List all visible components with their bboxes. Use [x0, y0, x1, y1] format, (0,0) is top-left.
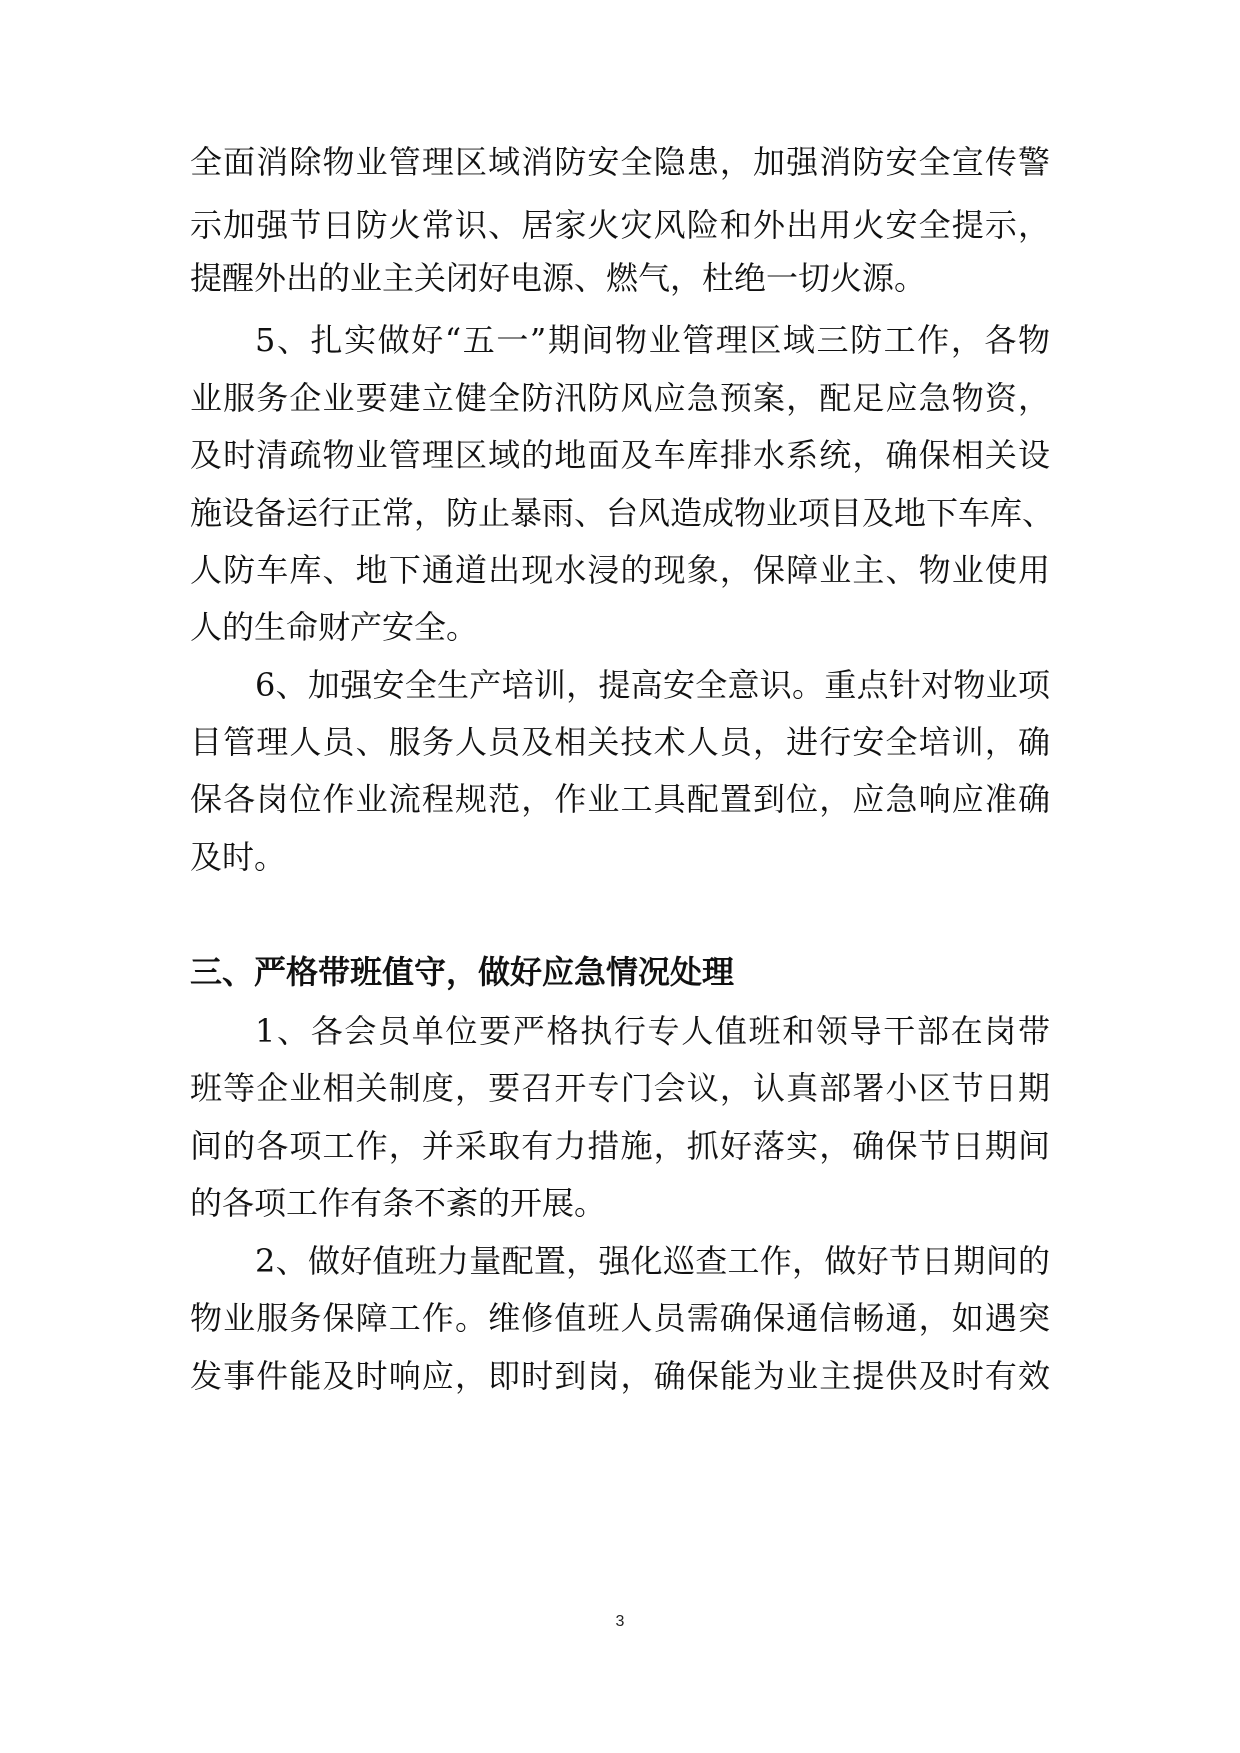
text-line: 发事件能及时响应，即时到岗，确保能为业主提供及时有效 [190, 1357, 1050, 1395]
text-line: 业服务企业要建立健全防汛防风应急预案，配足应急物资， [190, 379, 1050, 417]
text-line: 全面消除物业管理区域消防安全隐患，加强消防安全宣传警 [190, 143, 1050, 181]
text-line: 1、各会员单位要严格执行专人值班和领导干部在岗带 [255, 1012, 1050, 1050]
text-line: 6、加强安全生产培训，提高安全意识。重点针对物业项 [255, 666, 1050, 704]
text-line: 提醒外出的业主关闭好电源、燃气，杜绝一切火源。 [190, 259, 927, 297]
text-line: 目管理人员、服务人员及相关技术人员，进行安全培训，确 [190, 723, 1050, 761]
text-line: 间的各项工作，并采取有力措施，抓好落实，确保节日期间 [190, 1127, 1050, 1165]
text-line: 示加强节日防火常识、居家火灾风险和外出用火安全提示， [190, 206, 1050, 244]
text-line: 及时清疏物业管理区域的地面及车库排水系统，确保相关设 [190, 436, 1050, 474]
text-line: 人的生命财产安全。 [190, 608, 479, 646]
text-line: 班等企业相关制度，要召开专门会议，认真部署小区节日期 [190, 1069, 1050, 1107]
text-line: 物业服务保障工作。维修值班人员需确保通信畅通，如遇突 [190, 1299, 1050, 1337]
text-line: 5、扎实做好“五一”期间物业管理区域三防工作，各物 [255, 321, 1050, 359]
page-number: 3 [615, 1613, 625, 1630]
section-heading: 三、严格带班值守，做好应急情况处理 [190, 953, 735, 991]
text-line: 2、做好值班力量配置，强化巡查工作，做好节日期间的 [255, 1242, 1050, 1280]
text-line: 保各岗位作业流程规范，作业工具配置到位，应急响应准确 [190, 780, 1050, 818]
text-line: 人防车库、地下通道出现水浸的现象，保障业主、物业使用 [190, 551, 1050, 589]
text-line: 施设备运行正常，防止暴雨、台风造成物业项目及地下车库、 [190, 494, 1055, 532]
text-line: 及时。 [190, 838, 287, 876]
text-line: 的各项工作有条不紊的开展。 [190, 1184, 607, 1222]
